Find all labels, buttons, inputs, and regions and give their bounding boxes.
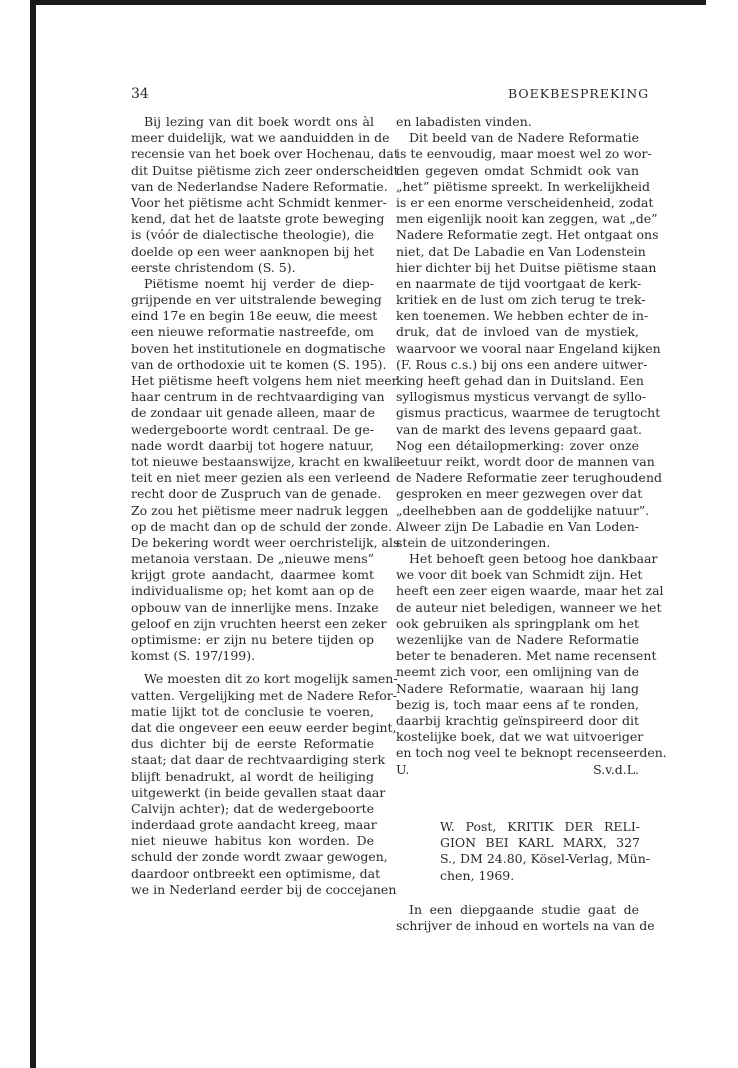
text-line: kend, dat het de laatste grote beweging: [131, 211, 385, 227]
text-line: recensie van het boek over Hochenau, dat: [131, 146, 399, 162]
text-line: eerste christendom (S. 5).: [131, 259, 296, 275]
text-line: Alweer zijn De Labadie en Van Loden-: [396, 518, 639, 534]
text-line: dat die ongeveer een eeuw eerder begint,: [131, 719, 397, 735]
text-line: komst (S. 197/199).: [131, 648, 256, 664]
text-line: niet, dat De Labadie en Van Lodenstein: [396, 243, 646, 259]
text-line: beter te benaderen. Met name recensent: [396, 648, 657, 664]
text-line: Zo zou het piëtisme meer nadruk leggen: [131, 502, 389, 518]
text-line: en labadisten vinden.: [396, 114, 532, 129]
text-line: geloof en zijn vruchten heerst een zeker: [131, 615, 387, 631]
text-line: waarvoor we vooral naar Engeland kijken: [396, 340, 661, 356]
text-line: en naarmate de tijd voortgaat de kerk-: [396, 275, 642, 291]
text-line: grijpende en ver uitstralende beweging: [131, 292, 382, 308]
text-line: Nadere Reformatie, waaraan hij lang: [396, 680, 639, 696]
text-line: vatten. Vergelijking met de Nadere Refor-: [131, 687, 397, 703]
text-line: is te eenvoudig, maar moest wel zo wor-: [396, 146, 652, 162]
text-line: individualisme op; het komt aan op de: [131, 583, 374, 599]
text-line: van de markt des levens gepaard gaat.: [396, 421, 643, 437]
text-line: haar centrum in de rechtvaardiging van: [131, 389, 385, 405]
text-line: heeft een zeer eigen waarde, maar het zal: [396, 583, 664, 599]
text-line: men eigenlijk nooit kan zeggen, wat „de”: [396, 211, 658, 227]
text-line: king heeft gehad dan in Duitsland. Een: [396, 373, 644, 388]
left-column: [131, 114, 402, 898]
text-line: eind 17e en begin 18e eeuw, die meest: [131, 308, 378, 324]
text-line: staat; dat daar de rechtvaardiging sterk: [131, 752, 386, 768]
review-signature: [396, 762, 639, 778]
scan-edge-top: [36, 0, 706, 5]
text-line: de auteur niet beledigen, wanneer we het: [396, 599, 662, 615]
text-line: Het piëtisme heeft volgens hem niet meer: [131, 373, 398, 388]
text-line: „deelhebben aan de goddelijke natuur”.: [396, 502, 650, 518]
text-line: wezenlijke van de Nadere Reformatie: [396, 632, 639, 647]
text-line: Calvijn achter); dat de wedergeboorte: [131, 800, 374, 816]
citation-line: GION BEI KARL MARX, 327: [440, 835, 640, 851]
text-line: metanoia verstaan. De „nieuwe mens”: [131, 551, 375, 567]
text-line: niet nieuwe habitus kon worden. De: [131, 833, 374, 849]
text-line: gesproken en meer gezwegen over dat: [396, 486, 643, 502]
text-line: recht door de Zuspruch van de genade.: [131, 486, 382, 502]
text-line: wedergeboorte wordt centraal. De ge-: [131, 421, 374, 437]
text-line: bezig is, toch maar eens af te ronden,: [396, 696, 639, 712]
scan-edge-left: [30, 0, 36, 1068]
text-line: de zondaar uit genade alleen, maar de: [131, 405, 376, 421]
text-line: blijft benadrukt, al wordt de heiliging: [131, 768, 374, 784]
text-line: Piëtisme noemt hij verder de diep-: [144, 275, 374, 291]
text-line: We moesten dit zo kort mogelijk samen-: [144, 671, 398, 687]
text-line: een nieuwe reformatie nastreefde, om: [131, 324, 374, 340]
text-line: optimisme: er zijn nu betere tijden op: [131, 632, 374, 647]
text-line: van de Nederlandse Nadere Reformatie.: [131, 178, 388, 194]
text-line: inderdaad grote aandacht kreeg, maar: [131, 817, 377, 833]
text-line: gismus practicus, waarmee de terugtocht: [396, 405, 661, 421]
text-line: schrijver de inhoud en wortels na van de: [396, 918, 655, 934]
text-line: daarbij krachtig geïnspireerd door dit: [396, 712, 639, 728]
next-review: [440, 819, 650, 884]
text-line: Bij lezing van dit boek wordt ons àl: [144, 114, 374, 129]
text-line: (F. Rous c.s.) bij ons een andere uitwer-: [396, 356, 648, 372]
text-line: kostelijke boek, dat we wat uitvoeriger: [396, 729, 644, 745]
text-line: dit Duitse piëtisme zich zeer onderscheidt: [131, 162, 399, 178]
text-line: doelde op een weer aanknopen bij het: [131, 243, 374, 259]
text-line: druk, dat de invloed van de mystiek,: [396, 324, 639, 340]
text-line: is er een enorme verscheidenheid, zodat: [396, 194, 654, 210]
text-line: dus dichter bij de eerste Reformatie: [131, 736, 374, 752]
text-line: Nog een détailopmerking: zover onze: [396, 437, 639, 453]
citation-line: W. Post, KRITIK DER RELI-: [440, 819, 640, 834]
text-line: ook gebruiken als springplank om het: [396, 615, 639, 631]
next-review-body: [396, 902, 655, 934]
text-line: opbouw van de innerlijke mens. Inzake: [131, 599, 379, 615]
text-line: boven het institutionele en dogmatische: [131, 340, 386, 356]
citation-line: chen, 1969.: [440, 867, 515, 883]
text-line: ken toenemen. We hebben echter de in-: [396, 308, 649, 324]
reviewer-initials: S.v.d.L.: [593, 761, 639, 777]
text-line: hier dichter bij het Duitse piëtisme staan: [396, 259, 657, 275]
text-line: we voor dit boek van Schmidt zijn. Het: [396, 567, 643, 583]
text-line: uitgewerkt (in beide gevallen staat daar: [131, 784, 386, 800]
text-line: „het” piëtisme spreekt. In werkelijkheid: [396, 178, 650, 194]
text-line: is (vóór de dialectische theologie), die: [131, 227, 374, 243]
text-line: nade wordt daarbij tot hogere natuur,: [131, 437, 374, 453]
text-line: van de orthodoxie uit te komen (S. 195).: [131, 356, 387, 372]
text-line: daardoor ontbreekt een optimisme, dat: [131, 865, 381, 881]
text-line: Nadere Reformatie zegt. Het ontgaat ons: [396, 227, 659, 243]
text-line: en toch nog veel te beknopt recenseerden.: [396, 745, 667, 761]
text-line: matie lijkt tot de conclusie te voeren,: [131, 703, 374, 719]
text-line: neemt zich voor, een omlijning van de: [396, 664, 639, 680]
text-line: tot nieuwe bestaanswijze, kracht en kwali-: [131, 453, 402, 469]
text-line: syllogismus mysticus vervangt de syllo-: [396, 389, 647, 405]
citation-line: S., DM 24.80, Kösel-Verlag, Mün-: [440, 851, 650, 867]
running-head: BOEKBESPREKING: [508, 86, 650, 101]
text-line: op de macht dan op de schuld der zonde.: [131, 518, 392, 534]
right-column: [396, 114, 667, 778]
text-line: In een diepgaande studie gaat de: [409, 902, 639, 917]
text-line: Dit beeld van de Nadere Reformatie: [409, 130, 639, 146]
text-line: kritiek en de lust om zich terug te trek-: [396, 292, 646, 308]
text-line: De bekering wordt weer oerchristelijk, als: [131, 534, 400, 550]
signature-initial: U.: [396, 761, 410, 777]
text-line: meer duidelijk, wat we aanduidden in de: [131, 130, 390, 146]
text-line: Het behoeft geen betoog hoe dankbaar: [409, 551, 658, 567]
page-number: 34: [131, 86, 149, 102]
text-line: Voor het piëtisme acht Schmidt kenmer-: [131, 194, 387, 210]
text-line: schuld der zonde wordt zwaar gewogen,: [131, 849, 388, 865]
text-line: we in Nederland eerder bij de coccejanen: [131, 881, 397, 897]
text-line: den gegeven omdat Schmidt ook van: [396, 162, 639, 178]
text-line: leetuur reikt, wordt door de mannen van: [396, 453, 655, 469]
text-line: de Nadere Reformatie zeer terughoudend: [396, 470, 662, 486]
text-line: krijgt grote aandacht, daarmee komt: [131, 567, 374, 583]
text-line: stein de uitzonderingen.: [396, 534, 551, 550]
text-line: teit en niet meer gezien als een verleend: [131, 470, 391, 486]
